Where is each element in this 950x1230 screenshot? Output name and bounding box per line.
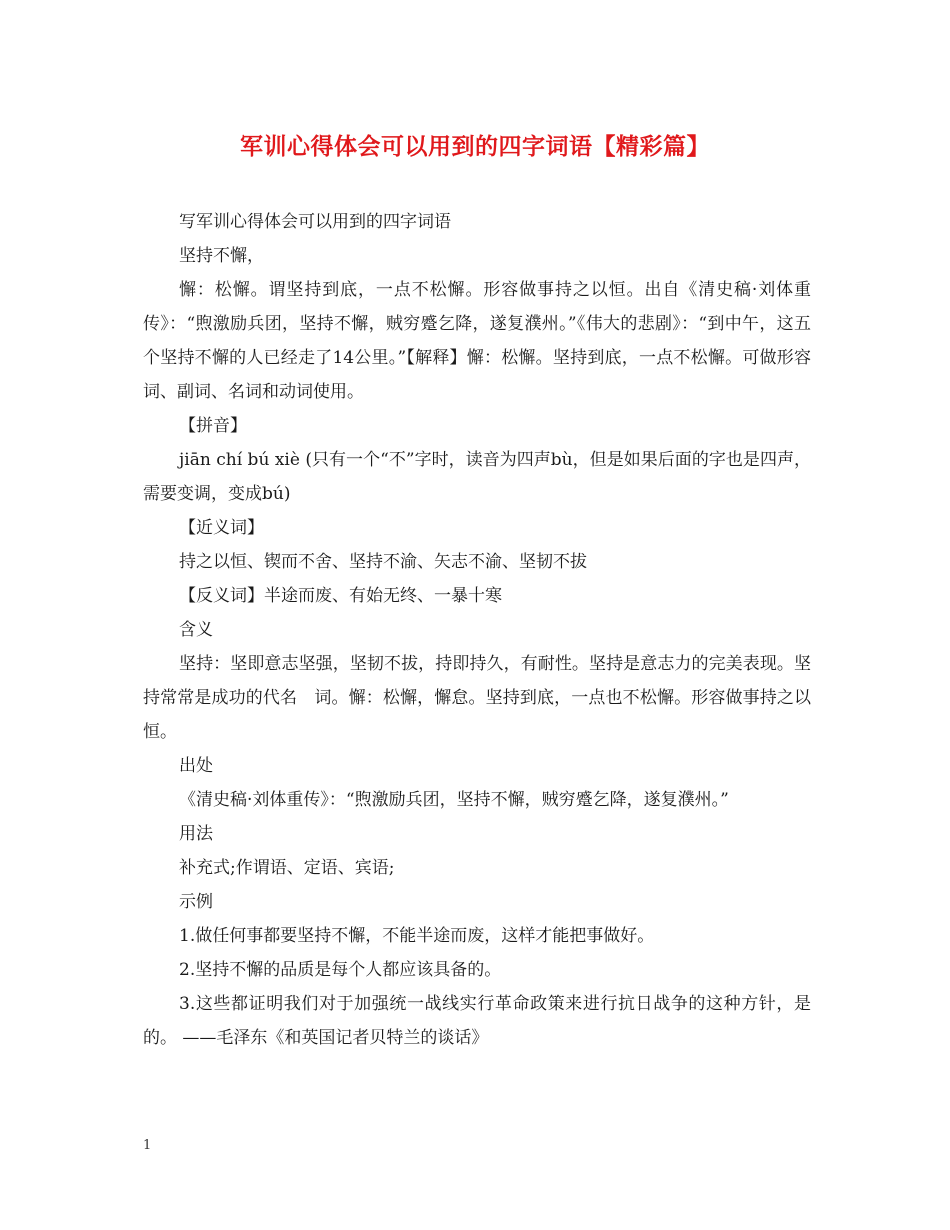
paragraph: 《清史稿·刘体重传》：“煦激励兵团，坚持不懈，贼穷蹙乞降，遂复濮州。” [179,790,729,810]
document-body [143,205,811,1055]
paragraph: 含义 [179,620,213,640]
paragraph: 用法 [179,824,213,844]
paragraph: 【反义词】半途而废、有始无终、一暴十寒 [179,586,502,606]
paragraph: 懈：松懈。谓坚持到底，一点不松懈。形容做事持之以恒。出自《清史稿·刘体重传》：“煦激励兵团，坚持不懈，贼穷蹙乞降，遂复濮州。”《伟大的悲剧》：“到中午，这五个坚持不懈的人已经走了14公里。”【解释】懈：松懈。坚持到底，一点不松懈。可做形容词、副词、名词和动词使用。 [143,280,811,402]
paragraph: 示例 [179,892,213,912]
paragraph: 补充式;作谓语、定语、宾语; [179,858,395,878]
document-title: 军训心得体会可以用到的四字词语【精彩篇】 [240,134,710,160]
page-number: 1 [143,1138,152,1153]
paragraph: 3.这些都证明我们对于加强统一战线实行革命政策来进行抗日战争的这种方针，是的。 ——毛泽东《和英国记者贝特兰的谈话》 [143,994,811,1048]
paragraph: 坚持不懈， [179,246,264,266]
paragraph: 1.做任何事都要坚持不懈，不能半途而废，这样才能把事做好。 [179,926,655,946]
paragraph: 坚持：坚即意志坚强，坚韧不拔，持即持久，有耐性。坚持是意志力的完美表现。坚持常常是成功的代名 词。懈：松懈，懈怠。坚持到底，一点也不松懈。形容做事持之以恒。 [143,654,811,742]
paragraph: 【近义词】 [179,518,264,538]
paragraph: 出处 [179,756,213,776]
paragraph: 写军训心得体会可以用到的四字词语 [179,212,451,232]
paragraph: jiān chí bú xiè (只有一个“不”字时，读音为四声bù，但是如果后面的字也是四声，需要变调，变成bú) [143,450,811,504]
paragraph: 2.坚持不懈的品质是每个人都应该具备的。 [179,960,502,980]
paragraph: 【拼音】 [179,416,247,436]
paragraph: 持之以恒、锲而不舍、坚持不渝、矢志不渝、坚韧不拔 [179,552,587,572]
